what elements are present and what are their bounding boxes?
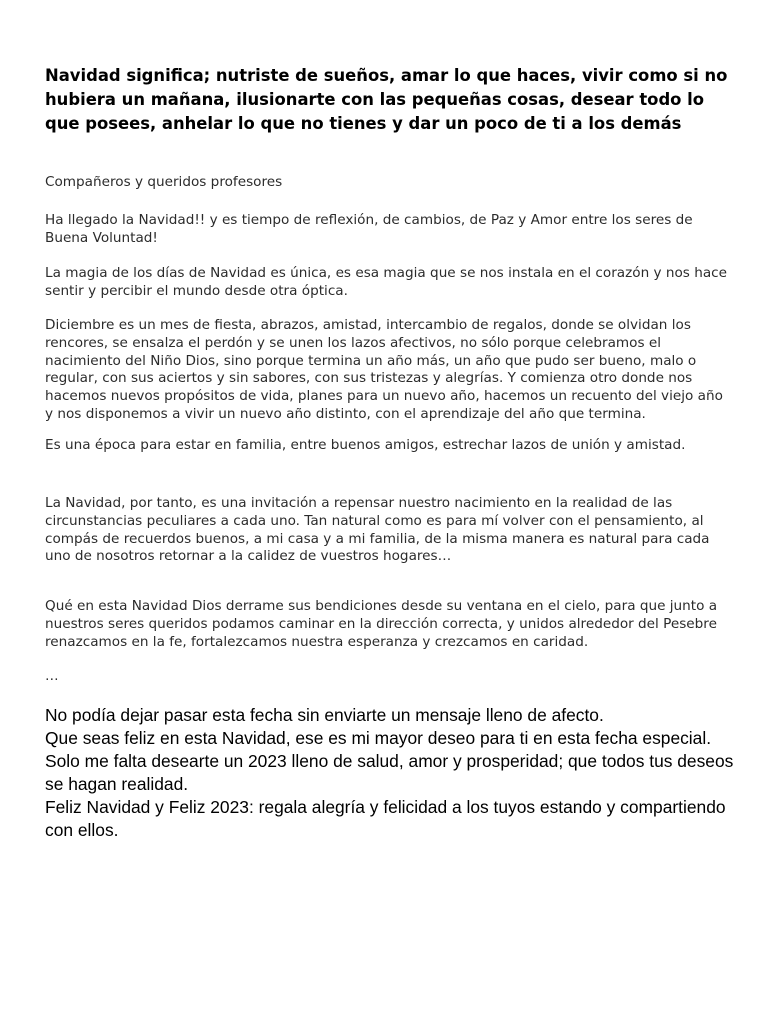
paragraph-december: Diciembre es un mes de fiesta, abrazos, amistad, intercambio de regalos, donde se olvidan los rencores, se ensalza el perdón y se unen los lazos afectivos, no sólo porque celebramos el nacimiento del Niño Dios, sino porque termina un año más, un año que pudo ser bueno, malo o regular, con sus aciertos y sin sabores, con sus tristezas y alegrías. Y comienza otro donde nos hacemos nuevos propósitos de vida, planes para un nuevo año, hacemos un recuento del viejo año y nos disponemos a vivir un nuevo año distinto, con el aprendizaje del año que termina. (45, 317, 723, 422)
paragraph-invitation: La Navidad, por tanto, es una invitación a repensar nuestro nacimiento en la realidad de las circunstancias peculiares a cada uno. Tan natural como es para mí volver con el pensamiento, al compás de recuerdos buenos, a mi casa y a mi familia, de la misma manera es natural para cada uno de nosotros retornar a la calidez de vuestros hogares… (45, 495, 710, 565)
closing-line-wish: Que seas feliz en esta Navidad, ese es mi mayor deseo para ti en esta fecha especial. (45, 728, 712, 748)
closing-line-new-year: Solo me falta desearte un 2023 lleno de salud, amor y prosperidad; que todos tus deseos se hagan realidad. (45, 751, 734, 794)
paragraph-blessing: Qué en esta Navidad Dios derrame sus bendiciones desde su ventana en el cielo, para que junto a nuestros seres queridos podamos caminar en la dirección correcta, y unidos alrededor del Pesebre renazcamos en la fe, fortalezcamos nuestra esperanza y crezcamos en caridad. (45, 598, 718, 650)
paragraph-magic: La magia de los días de Navidad es única, es esa magia que se nos instala en el corazón y nos hace sentir y percibir el mundo desde otra óptica. (45, 265, 727, 299)
closing-line-affection: No podía dejar pasar esta fecha sin enviarte un mensaje lleno de afecto. (45, 705, 604, 725)
closing-line-greeting: Feliz Navidad y Feliz 2023: regala alegría y felicidad a los tuyos estando y compartiendo con ellos. (45, 797, 726, 840)
salutation: Compañeros y queridos profesores (45, 174, 283, 190)
paragraph-intro: Ha llegado la Navidad!! y es tiempo de reflexión, de cambios, de Paz y Amor entre los seres de Buena Voluntad! (45, 212, 693, 246)
closing-message (45, 704, 735, 842)
paragraph-family: Es una época para estar en familia, entre buenos amigos, estrechar lazos de unión y amistad. (45, 437, 686, 453)
ellipsis: … (45, 668, 59, 684)
document-heading: Navidad significa; nutriste de sueños, amar lo que haces, vivir como si no hubiera un mañana, ilusionarte con las pequeñas cosas, desear todo lo que posees, anhelar lo que no tienes y dar un poco de ti a los demás (45, 66, 728, 133)
